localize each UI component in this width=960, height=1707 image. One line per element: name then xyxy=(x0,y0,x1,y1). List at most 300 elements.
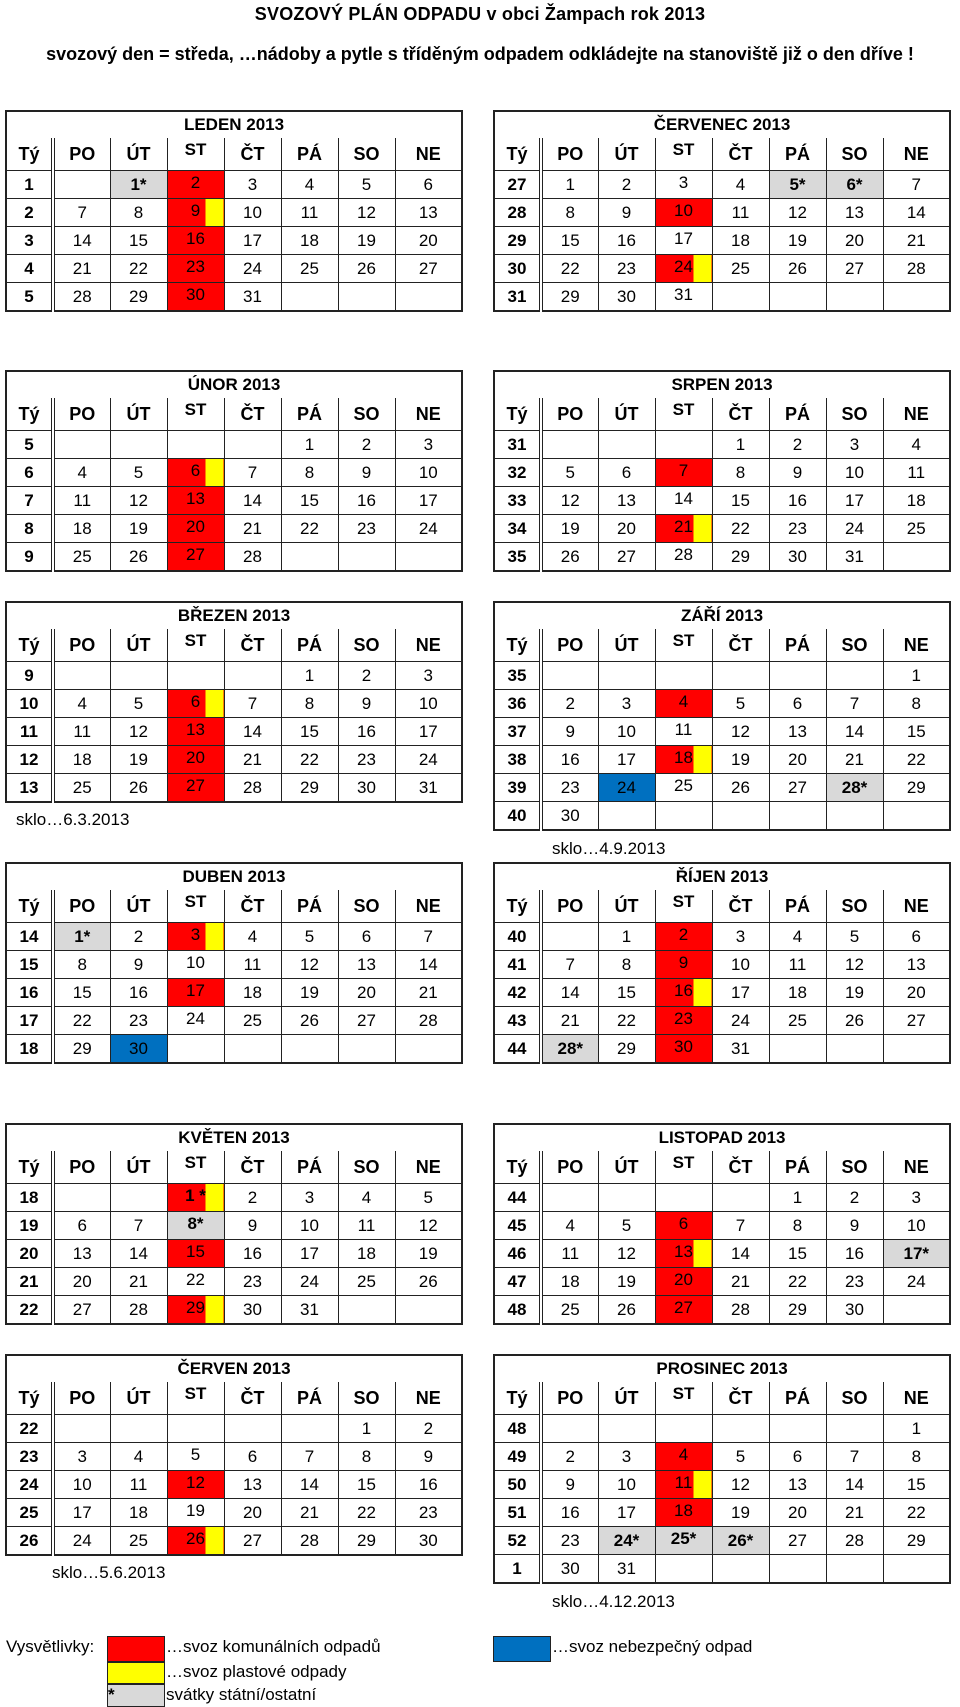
day-cell: 20 xyxy=(769,746,826,774)
month-title: KVĚTEN 2013 xyxy=(6,1124,462,1151)
day-cell xyxy=(167,1296,224,1325)
week-number: 38 xyxy=(494,746,541,774)
day-cell: 28 xyxy=(53,283,110,312)
day-cell: 19 xyxy=(110,515,167,543)
day-cell: 27 xyxy=(769,774,826,802)
column-header: NE xyxy=(395,890,462,923)
day-cell: 21 xyxy=(395,979,462,1007)
week-number: 14 xyxy=(6,923,53,951)
day-cell: 11 xyxy=(281,199,338,227)
day-cell: 19 xyxy=(769,227,826,255)
column-header: ÚT xyxy=(598,1382,655,1415)
column-header: NE xyxy=(395,1382,462,1415)
day-cell: 29 xyxy=(53,1035,110,1064)
day-cell xyxy=(655,1415,712,1443)
day-cell xyxy=(826,1035,883,1064)
day-cell: 5 xyxy=(826,923,883,951)
week-row xyxy=(494,1499,950,1527)
week-row xyxy=(494,1212,950,1240)
legend-plast-text: …svoz plastové odpady xyxy=(166,1662,347,1681)
month-table xyxy=(493,862,949,1064)
day-cell: 16 xyxy=(395,1471,462,1499)
day-cell: 29 xyxy=(541,283,598,312)
day-number: 23 xyxy=(186,257,205,276)
day-cell: 9 xyxy=(110,951,167,979)
column-header: NE xyxy=(883,398,950,431)
day-cell: 11 xyxy=(53,487,110,515)
week-number: 40 xyxy=(494,923,541,951)
day-cell: 8 xyxy=(281,459,338,487)
day-cell: 18 xyxy=(883,487,950,515)
week-row xyxy=(494,515,950,543)
column-header: NE xyxy=(883,1151,950,1184)
day-cell: 26 xyxy=(769,255,826,283)
day-cell: 22 xyxy=(338,1499,395,1527)
day-cell: 12 xyxy=(110,718,167,746)
week-row xyxy=(494,199,950,227)
legend-swatch-nebezpecny xyxy=(493,1636,551,1662)
legend-komunal-text: …svoz komunálních odpadů xyxy=(166,1637,381,1656)
day-cell: 25 xyxy=(712,255,769,283)
day-number: 24 xyxy=(674,257,693,276)
column-header: NE xyxy=(883,1382,950,1415)
day-cell: 7 xyxy=(826,690,883,718)
day-cell: 19 xyxy=(598,1268,655,1296)
day-cell: 2 xyxy=(598,171,655,199)
month-title: LEDEN 2013 xyxy=(6,111,462,138)
glass-collection-note: sklo…5.6.2013 xyxy=(52,1563,166,1582)
day-cell: 13 xyxy=(395,199,462,227)
day-cell xyxy=(167,1527,224,1556)
glass-collection-note: sklo…4.9.2013 xyxy=(552,839,666,858)
day-cell: 11 xyxy=(53,718,110,746)
column-header: SO xyxy=(826,1151,883,1184)
day-cell: 31 xyxy=(395,774,462,803)
week-number: 22 xyxy=(6,1415,53,1443)
day-cell: 3 xyxy=(395,662,462,690)
day-cell xyxy=(826,283,883,312)
day-cell: 9 xyxy=(598,199,655,227)
column-header: Tý xyxy=(494,138,541,171)
day-cell: 18 xyxy=(281,227,338,255)
day-cell xyxy=(655,979,712,1007)
column-header: Tý xyxy=(494,890,541,923)
column-header: ČT xyxy=(224,1382,281,1415)
column-header: ČT xyxy=(712,138,769,171)
day-cell: 12 xyxy=(338,199,395,227)
day-cell: 20 xyxy=(338,979,395,1007)
day-cell: 20 xyxy=(53,1268,110,1296)
column-header: SO xyxy=(826,629,883,662)
week-row xyxy=(6,1415,462,1443)
day-cell: 23 xyxy=(598,255,655,283)
day-cell: 18 xyxy=(224,979,281,1007)
day-cell: 30 xyxy=(769,543,826,572)
day-cell: 25 xyxy=(53,543,110,572)
day-cell: 28 xyxy=(712,1296,769,1325)
day-cell xyxy=(655,1007,712,1035)
day-cell: 25 xyxy=(769,1007,826,1035)
day-cell: 20 xyxy=(395,227,462,255)
day-number: 20 xyxy=(186,517,205,536)
column-header: ST xyxy=(655,1382,712,1415)
day-cell: 11 xyxy=(883,459,950,487)
day-cell: 30 xyxy=(338,774,395,803)
day-number: 3 xyxy=(190,925,201,944)
day-cell: 19 xyxy=(712,1499,769,1527)
day-cell: 12 xyxy=(281,951,338,979)
day-cell: 12 xyxy=(712,1471,769,1499)
day-cell: 4 xyxy=(53,690,110,718)
day-number: 30 xyxy=(186,285,205,304)
day-cell: 4 xyxy=(883,431,950,459)
day-cell: 30 xyxy=(826,1296,883,1325)
day-cell xyxy=(655,171,712,199)
week-number: 27 xyxy=(494,171,541,199)
day-cell: 15 xyxy=(883,1471,950,1499)
day-number: 4 xyxy=(678,692,689,711)
day-cell xyxy=(655,718,712,746)
day-cell xyxy=(53,1184,110,1212)
day-cell xyxy=(769,662,826,690)
day-number: 2 xyxy=(678,925,689,944)
day-cell: 12 xyxy=(541,487,598,515)
day-cell: 7 xyxy=(541,951,598,979)
day-number: 10 xyxy=(186,953,205,972)
week-row xyxy=(6,1212,462,1240)
day-cell: 19 xyxy=(826,979,883,1007)
day-cell xyxy=(769,1035,826,1064)
column-header: ST xyxy=(167,629,224,662)
column-header: SO xyxy=(338,1382,395,1415)
column-header: Tý xyxy=(6,138,53,171)
week-row xyxy=(6,979,462,1007)
page-title: SVOZOVÝ PLÁN ODPADU v obci Žampach rok 2013 xyxy=(254,4,706,24)
column-header: NE xyxy=(883,890,950,923)
day-cell: 12 xyxy=(110,487,167,515)
week-number: 15 xyxy=(6,951,53,979)
week-number: 30 xyxy=(494,255,541,283)
week-row xyxy=(6,515,462,543)
day-cell: 2 xyxy=(826,1184,883,1212)
day-cell: 12 xyxy=(826,951,883,979)
day-cell: 9 xyxy=(224,1212,281,1240)
day-number: 30 xyxy=(674,1037,693,1056)
day-cell xyxy=(655,746,712,774)
week-row xyxy=(6,923,462,951)
column-header: Tý xyxy=(6,1382,53,1415)
legend-label: Vysvětlivky: xyxy=(6,1637,95,1656)
week-row xyxy=(6,171,462,199)
week-row xyxy=(494,1471,950,1499)
column-header: Tý xyxy=(6,629,53,662)
week-row xyxy=(6,1527,462,1556)
day-cell: 4 xyxy=(281,171,338,199)
week-number: 22 xyxy=(6,1296,53,1325)
week-row xyxy=(494,283,950,312)
day-cell xyxy=(655,515,712,543)
day-cell: 31 xyxy=(281,1296,338,1325)
day-cell xyxy=(167,543,224,572)
day-cell: 4 xyxy=(712,171,769,199)
week-number: 36 xyxy=(494,690,541,718)
day-cell: 23 xyxy=(338,515,395,543)
day-cell xyxy=(655,487,712,515)
day-cell xyxy=(395,543,462,572)
day-cell: 13 xyxy=(769,1471,826,1499)
week-number: 23 xyxy=(6,1443,53,1471)
day-cell: 1 xyxy=(769,1184,826,1212)
day-cell xyxy=(53,1415,110,1443)
month-title: ČERVENEC 2013 xyxy=(494,111,950,138)
day-cell: 13 xyxy=(338,951,395,979)
day-number: 28 xyxy=(674,545,693,564)
day-cell: 5 xyxy=(338,171,395,199)
day-cell xyxy=(655,431,712,459)
day-cell: 23 xyxy=(338,746,395,774)
day-cell: 12 xyxy=(712,718,769,746)
day-cell: 17 xyxy=(224,227,281,255)
week-row xyxy=(494,802,950,831)
day-cell xyxy=(110,662,167,690)
column-header: ČT xyxy=(712,1382,769,1415)
day-cell: 3 xyxy=(53,1443,110,1471)
day-cell: 11 xyxy=(110,1471,167,1499)
day-cell: 15 xyxy=(53,979,110,1007)
day-cell: 5 xyxy=(395,1184,462,1212)
day-cell xyxy=(598,662,655,690)
day-cell: 9 xyxy=(541,718,598,746)
day-cell: 28 xyxy=(883,255,950,283)
day-cell: 27 xyxy=(338,1007,395,1035)
week-row xyxy=(494,227,950,255)
column-header: NE xyxy=(883,138,950,171)
day-cell: 7 xyxy=(224,459,281,487)
day-cell: 12 xyxy=(395,1212,462,1240)
day-cell: 30 xyxy=(110,1035,167,1064)
day-number: 3 xyxy=(678,173,689,192)
day-cell: 24 xyxy=(395,515,462,543)
day-cell: 15 xyxy=(541,227,598,255)
column-header: ÚT xyxy=(110,138,167,171)
day-cell xyxy=(167,255,224,283)
column-header: ST xyxy=(167,1151,224,1184)
day-cell: 9 xyxy=(395,1443,462,1471)
week-number: 5 xyxy=(6,283,53,312)
day-cell xyxy=(395,1296,462,1325)
day-cell: 20 xyxy=(598,515,655,543)
day-cell: 22 xyxy=(883,1499,950,1527)
week-number: 21 xyxy=(6,1268,53,1296)
week-row xyxy=(494,543,950,572)
month-title: ČERVEN 2013 xyxy=(6,1355,462,1382)
day-cell: 21 xyxy=(53,255,110,283)
week-row xyxy=(6,690,462,718)
column-header: ČT xyxy=(712,890,769,923)
week-number: 49 xyxy=(494,1443,541,1471)
week-number: 9 xyxy=(6,543,53,572)
week-number: 37 xyxy=(494,718,541,746)
day-cell xyxy=(826,1555,883,1584)
day-cell: 13 xyxy=(224,1471,281,1499)
day-number: 13 xyxy=(186,720,205,739)
day-cell: 1* xyxy=(110,171,167,199)
week-number: 43 xyxy=(494,1007,541,1035)
day-cell: 27 xyxy=(769,1527,826,1555)
week-row xyxy=(494,1527,950,1555)
day-cell xyxy=(655,1499,712,1527)
day-cell: 14 xyxy=(712,1240,769,1268)
month-table xyxy=(5,1123,461,1325)
day-cell: 10 xyxy=(53,1471,110,1499)
column-header: PO xyxy=(541,1382,598,1415)
day-cell xyxy=(110,1184,167,1212)
day-cell xyxy=(883,1555,950,1584)
column-header: Tý xyxy=(6,398,53,431)
week-row xyxy=(494,690,950,718)
day-cell: 20 xyxy=(826,227,883,255)
day-cell: 1 xyxy=(281,662,338,690)
week-number: 42 xyxy=(494,979,541,1007)
day-number: 9 xyxy=(678,953,689,972)
column-header: ČT xyxy=(224,1151,281,1184)
day-cell: 31 xyxy=(712,1035,769,1064)
day-cell: 22 xyxy=(598,1007,655,1035)
day-cell xyxy=(167,283,224,312)
day-cell: 11 xyxy=(712,199,769,227)
day-cell xyxy=(883,1296,950,1325)
week-row xyxy=(494,718,950,746)
column-header: PO xyxy=(53,1151,110,1184)
day-cell xyxy=(655,255,712,283)
week-row xyxy=(6,1035,462,1064)
column-header: PO xyxy=(53,629,110,662)
day-cell: 29 xyxy=(598,1035,655,1064)
page-subtitle: svozový den = středa, …nádoby a pytle s tříděným odpadem odkládejte na stanoviště již o den dříve ! xyxy=(46,44,914,64)
column-header: PÁ xyxy=(281,1151,338,1184)
column-header: PO xyxy=(541,138,598,171)
week-row xyxy=(494,774,950,802)
day-cell xyxy=(167,1035,224,1064)
day-cell: 28 xyxy=(395,1007,462,1035)
week-row xyxy=(494,1035,950,1064)
month-title: PROSINEC 2013 xyxy=(494,1355,950,1382)
day-cell: 25 xyxy=(541,1296,598,1325)
day-cell xyxy=(167,1007,224,1035)
day-cell: 29 xyxy=(769,1296,826,1325)
day-number: 10 xyxy=(674,201,693,220)
day-cell: 10 xyxy=(883,1212,950,1240)
day-number: 11 xyxy=(674,1473,693,1492)
day-cell xyxy=(167,487,224,515)
column-header: PÁ xyxy=(281,138,338,171)
day-cell xyxy=(769,802,826,831)
column-header: PO xyxy=(53,138,110,171)
day-cell: 21 xyxy=(826,746,883,774)
day-cell: 27 xyxy=(883,1007,950,1035)
day-cell: 7 xyxy=(712,1212,769,1240)
day-cell: 10 xyxy=(395,690,462,718)
day-cell xyxy=(655,1296,712,1325)
day-cell: 20 xyxy=(224,1499,281,1527)
column-header: ČT xyxy=(712,629,769,662)
day-cell: 29 xyxy=(712,543,769,572)
day-cell xyxy=(826,1415,883,1443)
day-cell: 17 xyxy=(395,487,462,515)
day-cell: 23 xyxy=(826,1268,883,1296)
column-header: PÁ xyxy=(769,629,826,662)
day-cell xyxy=(167,746,224,774)
column-header: ST xyxy=(655,629,712,662)
week-number: 35 xyxy=(494,543,541,572)
day-cell: 22 xyxy=(769,1268,826,1296)
day-number: 6 xyxy=(678,1214,689,1233)
day-number: 16 xyxy=(186,229,205,248)
day-cell: 8 xyxy=(541,199,598,227)
day-cell: 28* xyxy=(541,1035,598,1064)
day-cell: 22 xyxy=(712,515,769,543)
column-header: PO xyxy=(53,398,110,431)
day-cell xyxy=(167,459,224,487)
column-header: SO xyxy=(338,1151,395,1184)
day-cell xyxy=(110,1415,167,1443)
day-cell: 5 xyxy=(598,1212,655,1240)
day-cell: 29 xyxy=(110,283,167,312)
month-table xyxy=(5,601,461,803)
day-cell: 16 xyxy=(338,487,395,515)
legend-swatch-svatek xyxy=(107,1684,165,1707)
day-cell xyxy=(826,802,883,831)
day-cell: 3 xyxy=(395,431,462,459)
day-cell: 4 xyxy=(338,1184,395,1212)
day-cell: 17 xyxy=(598,746,655,774)
column-header: PO xyxy=(541,629,598,662)
week-row xyxy=(494,431,950,459)
week-row xyxy=(494,1240,950,1268)
day-cell: 31 xyxy=(826,543,883,572)
column-header: Tý xyxy=(6,890,53,923)
day-cell: 24 xyxy=(53,1527,110,1556)
day-cell xyxy=(53,431,110,459)
day-cell xyxy=(167,515,224,543)
week-row xyxy=(6,255,462,283)
day-number: 17 xyxy=(186,981,205,1000)
column-header: PÁ xyxy=(281,890,338,923)
day-cell: 4 xyxy=(224,923,281,951)
day-cell: 27 xyxy=(598,543,655,572)
day-cell: 28 xyxy=(826,1527,883,1555)
day-cell: 17 xyxy=(598,1499,655,1527)
day-cell: 7 xyxy=(826,1443,883,1471)
day-number: 27 xyxy=(186,776,205,795)
day-cell xyxy=(541,1184,598,1212)
day-cell: 8 xyxy=(53,951,110,979)
column-header: ČT xyxy=(712,1151,769,1184)
month-table xyxy=(493,110,949,312)
day-cell: 12 xyxy=(598,1240,655,1268)
day-cell: 14 xyxy=(224,487,281,515)
day-cell: 15 xyxy=(338,1471,395,1499)
column-header: PÁ xyxy=(769,398,826,431)
week-number: 34 xyxy=(494,515,541,543)
column-header: ÚT xyxy=(598,890,655,923)
day-cell: 5 xyxy=(541,459,598,487)
week-number: 5 xyxy=(6,431,53,459)
day-cell xyxy=(167,718,224,746)
day-cell: 31 xyxy=(224,283,281,312)
week-number: 1 xyxy=(6,171,53,199)
day-cell: 17 xyxy=(395,718,462,746)
